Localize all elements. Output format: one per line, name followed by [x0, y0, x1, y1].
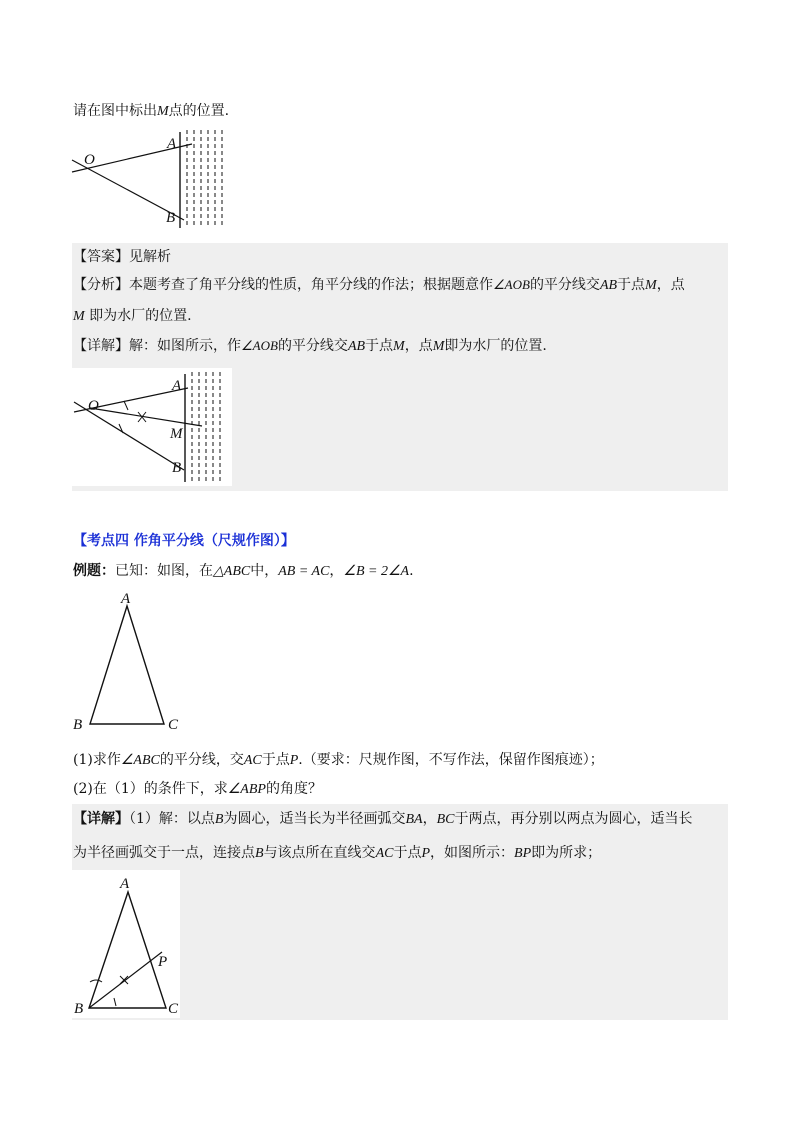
label-a: A — [172, 378, 182, 394]
figure-4-bg — [72, 870, 180, 1018]
label-b: B — [74, 1001, 84, 1017]
detail2-bp: BP — [514, 846, 532, 861]
example-t1: 已知：如图，在 — [115, 563, 213, 579]
analysis-m: M — [645, 278, 657, 293]
section-title — [73, 531, 295, 551]
example-line — [73, 561, 414, 582]
example-label: 例题： — [73, 563, 115, 579]
detail-m: M — [393, 339, 405, 354]
detail-mid: 的平分线交 — [277, 338, 348, 354]
detail2-t3: ， — [422, 811, 437, 827]
detail2-p: P — [421, 846, 431, 861]
detail2-t1: （1）解：以点 — [129, 811, 215, 827]
detail-tail: ，点 — [404, 338, 433, 354]
detail2-b2: B — [255, 846, 264, 861]
detail2-t7: 于点 — [393, 845, 422, 861]
q1-angle: ∠ABC — [120, 753, 160, 768]
detail2-t5: 为半径画弧交于一点，连接点 — [73, 845, 255, 861]
figure-3 — [70, 588, 190, 736]
detail2-line-1 — [73, 809, 692, 830]
intro-line — [73, 101, 229, 122]
analysis-angle: ∠AOB — [493, 277, 530, 292]
detail2-t9: 即为所求； — [531, 845, 602, 861]
analysis-line-2 — [73, 306, 192, 327]
q2-t2: 的角度？ — [265, 781, 322, 797]
label-a: A — [120, 876, 130, 892]
q2-angle: ∠ABP — [227, 782, 266, 797]
example-t4: . — [409, 563, 414, 579]
detail2-lead: 【详解】 — [73, 811, 129, 827]
figure-1 — [70, 124, 240, 234]
detail-mid2: 于点 — [365, 338, 394, 354]
analysis-lead: 【分析】本题考查了角平分线的性质，角平分线的作法；根据题意作 — [73, 277, 493, 293]
label-b: B — [166, 210, 176, 226]
detail-end: 即为水厂的位置. — [444, 338, 547, 354]
label-m: M — [170, 426, 183, 442]
label-a: A — [167, 136, 177, 152]
detail-lead: 【详解】解：如图所示，作 — [73, 338, 241, 354]
answer-line — [73, 247, 171, 267]
analysis-mid: 的平分线交 — [529, 277, 600, 293]
detail2-b: B — [214, 812, 224, 827]
label-b: B — [73, 717, 83, 733]
example-t3: ， — [329, 563, 344, 579]
q1-t1: (1)求作 — [73, 752, 121, 768]
detail-line-1 — [73, 336, 547, 357]
detail2-t4: 于两点，再分别以两点为圆心，适当长 — [454, 811, 693, 827]
example-eq2: ∠B = 2∠A — [343, 564, 410, 579]
example-t2: 中， — [250, 563, 279, 579]
detail2-t6: 与该点所在直线交 — [263, 845, 376, 861]
detail2-ba: BA — [405, 812, 423, 827]
intro-text: 请在图中标出 — [73, 103, 157, 119]
answer-text: 【答案】见解析 — [73, 249, 171, 265]
label-b: B — [172, 460, 182, 476]
analysis-tail: ，点 — [656, 277, 685, 293]
q1-p: P — [289, 753, 299, 768]
figure-4 — [72, 870, 180, 1018]
analysis-seg: AB — [599, 278, 618, 293]
label-a: A — [121, 591, 131, 607]
figure-2 — [72, 368, 232, 486]
q1-t2: 的平分线，交 — [159, 752, 244, 768]
example-tri: △ABC — [213, 564, 251, 579]
analysis-m2: M — [73, 309, 85, 324]
detail-seg: AB — [347, 339, 366, 354]
analysis-line-1 — [73, 275, 685, 296]
detail2-ac: AC — [375, 846, 394, 861]
analysis-mid2: 于点 — [617, 277, 646, 293]
q1-t4: .（要求：尺规作图，不写作法，保留作图痕迹）； — [298, 752, 604, 768]
analysis-end: 即为水厂的位置. — [89, 308, 192, 324]
detail2-line-2 — [73, 843, 601, 864]
q1-t3: 于点 — [261, 752, 290, 768]
intro-text-end: 点的位置. — [168, 103, 230, 119]
detail-angle: ∠AOB — [241, 338, 278, 353]
question-1 — [73, 750, 604, 771]
river-hatching — [187, 130, 222, 228]
detail-m2: M — [432, 339, 445, 354]
q2-t1: (2)在（1）的条件下，求 — [73, 781, 228, 797]
figure-2-bg — [72, 368, 232, 486]
triangle-abc — [90, 606, 164, 724]
label-p: P — [158, 954, 168, 970]
example-eq1: AB = AC — [278, 564, 330, 579]
label-c: C — [168, 1001, 179, 1017]
label-o: O — [84, 152, 95, 168]
question-2 — [73, 779, 322, 800]
q1-seg: AC — [243, 753, 262, 768]
detail2-t8: ，如图所示： — [430, 845, 515, 861]
detail2-bc: BC — [436, 812, 455, 827]
label-c: C — [168, 717, 179, 733]
section-title-text: 【考点四 作角平分线（尺规作图）】 — [73, 533, 295, 549]
intro-var: M — [157, 104, 169, 119]
label-o: O — [88, 398, 99, 414]
detail2-t2: 为圆心，适当长为半径画弧交 — [223, 811, 406, 827]
